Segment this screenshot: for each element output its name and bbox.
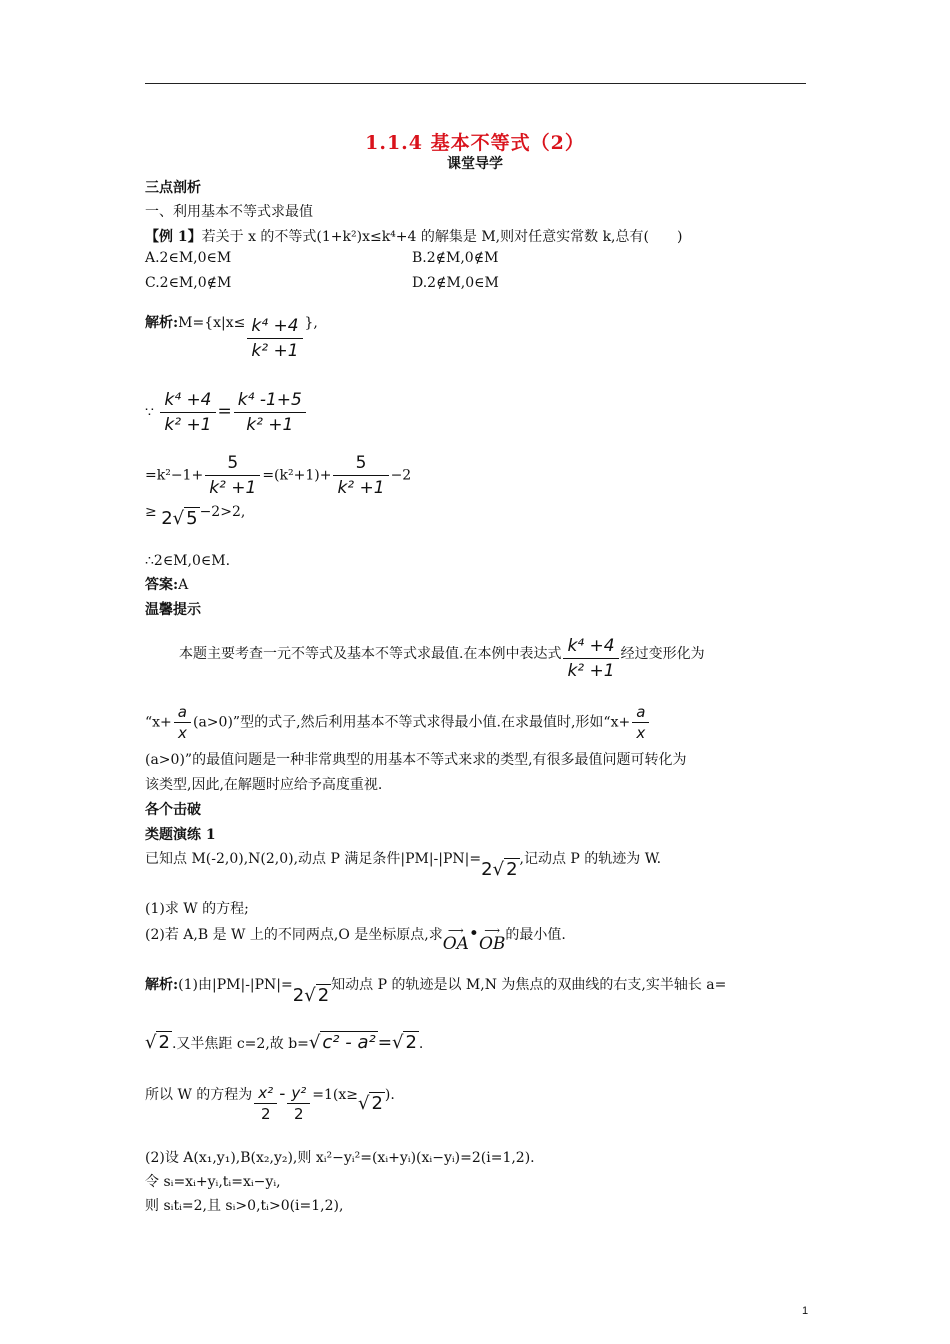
tip-paragraph-line-2: “x+ $\frac{a}{x}$ (a>0)”型的式子,然后利用基本不等式求得最小值.在求最值时,形如“x+ $\frac{a}{x}$ bbox=[145, 702, 651, 743]
solution-line-3: =k²−1+ $\frac{5}{\text{k² +1}}$ =(k²+1)+ $\frac{5}{\text{k² +1}}$ −2 bbox=[145, 453, 412, 498]
therefore-line: ∴2∈M,0∈M. bbox=[145, 553, 231, 569]
solution-line-1 bbox=[145, 314, 318, 363]
options-row-1 bbox=[145, 249, 806, 267]
fraction: $\frac{5}{\text{k² +1}}$ bbox=[333, 451, 388, 500]
sqrt-expression: √ 2 bbox=[391, 1032, 417, 1053]
fraction: $\frac{\text{k⁴ +4}}{\text{k² +1}}$ bbox=[247, 314, 302, 363]
example-text: 若关于 x 的不等式(1+k²)x≤k⁴+4 的解集是 M,则对任意实常数 k,总有( ) bbox=[201, 229, 683, 245]
solution2-line-1: 解析:(1)由|PM|-|PN|=2√ 2 知动点 P 的轨迹是以 M,N 为焦点的双曲线的右支,实半轴长 a= bbox=[145, 977, 727, 1006]
practice-heading: 类题演练 1 bbox=[145, 827, 216, 843]
answer-label: 答案: bbox=[145, 577, 179, 593]
fraction: $\frac{a}{x}$ bbox=[174, 702, 191, 743]
fraction: $\frac{\text{x²}}{2}$ bbox=[254, 1083, 277, 1124]
vector-oa: ⟶ OA bbox=[442, 924, 469, 954]
sqrt-expression: √ 2 bbox=[357, 1093, 383, 1114]
answer-line bbox=[145, 576, 188, 594]
set-prefix: M={x|x≤ bbox=[178, 315, 246, 331]
page-subtitle: 课堂导学 bbox=[447, 156, 503, 172]
example-label: 【例 1】 bbox=[145, 229, 202, 245]
fraction: $\frac{5}{\text{k² +1}}$ bbox=[205, 451, 260, 500]
tip-paragraph-line-4: 该类型,因此,在解题时应给予高度重视. bbox=[145, 777, 383, 793]
practice-question: 已知点 M(-2,0),N(2,0),动点 P 满足条件|PM|-|PN|=2√ 2 ,记动点 P 的轨迹为 W. bbox=[145, 851, 662, 880]
answer-value: A bbox=[178, 577, 189, 593]
solution2-line-5: 令 sᵢ=xᵢ+yᵢ,tᵢ=xᵢ−yᵢ, bbox=[145, 1174, 281, 1190]
section2-heading: 各个击破 bbox=[145, 802, 201, 818]
option-a: A.2∈M,0∈M bbox=[145, 250, 232, 266]
sqrt-expression: 2√ 5 bbox=[161, 508, 198, 529]
solution2-label: 解析: bbox=[145, 977, 179, 993]
set-suffix: }, bbox=[304, 315, 318, 331]
example-question bbox=[145, 228, 682, 246]
solution2-line-3: 所以 W 的方程为 $\frac{\text{x²}}{2}$ - $\frac{\text{y²}}{2}$ =1(x≥√ 2 ). bbox=[145, 1084, 395, 1123]
sqrt-expression: √ 2 bbox=[145, 1032, 170, 1053]
question-part-1: (1)求 W 的方程; bbox=[145, 901, 249, 917]
page-title: 1.1.4 基本不等式（2） bbox=[365, 132, 585, 154]
section-subheading: 一、利用基本不等式求最值 bbox=[145, 204, 313, 220]
solution2-line-6: 则 sᵢtᵢ=2,且 sᵢ>0,tᵢ>0(i=1,2), bbox=[145, 1198, 344, 1214]
sqrt-expression: √ c² - a² bbox=[308, 1032, 376, 1053]
tip-heading: 温馨提示 bbox=[145, 602, 201, 618]
fraction: $\frac{\text{y²}}{2}$ bbox=[287, 1083, 310, 1124]
section-heading: 三点剖析 bbox=[145, 180, 201, 196]
sqrt-expression: 2√ 2 bbox=[481, 859, 518, 880]
tip-paragraph-line-3: (a>0)”的最值问题是一种非常典型的用基本不等式来求的类型,有很多最值问题可转化为 bbox=[145, 752, 687, 768]
header-rule bbox=[145, 83, 806, 84]
because-symbol: ∵ bbox=[145, 404, 154, 421]
page-number: 1 bbox=[802, 1305, 809, 1317]
sqrt-expression: 2√ 2 bbox=[292, 985, 330, 1006]
tip-paragraph-line-1: 本题主要考查一元不等式及基本不等式求最值.在本例中表达式 $\frac{\text{k⁴ +4}}{\text{k² +1}}$ 经过变形化为 bbox=[179, 636, 705, 681]
vector-ob: ⟶ OB bbox=[478, 924, 506, 954]
fraction: $\frac{a}{x}$ bbox=[632, 702, 649, 743]
solution-line-2: ∵ $\frac{\text{k⁴ +4}}{\text{k² +1}}$ = $\frac{\text{k⁴ -1+5}}{\text{k² +1}}$ bbox=[145, 388, 308, 437]
options-row-2 bbox=[145, 274, 806, 292]
solution-label: 解析: bbox=[145, 315, 179, 331]
fraction: $\frac{\text{k⁴ +4}}{\text{k² +1}}$ bbox=[563, 634, 618, 683]
option-c: C.2∈M,0∉M bbox=[145, 275, 232, 291]
option-b: B.2∉M,0∉M bbox=[412, 250, 499, 266]
solution2-line-2: √ 2 .又半焦距 c=2,故 b=√ c² - a² =√ 2 . bbox=[145, 1032, 424, 1053]
fraction: $\frac{\text{k⁴ +4}}{\text{k² +1}}$ bbox=[160, 388, 215, 437]
fraction: $\frac{\text{k⁴ -1+5}}{\text{k² +1}}$ bbox=[234, 388, 306, 437]
solution-line-4: ≥ 2√ 5 −2>2, bbox=[145, 504, 246, 529]
solution2-line-4: (2)设 A(x₁,y₁),B(x₂,y₂),则 xᵢ²−yᵢ²=(xᵢ+yᵢ)(xᵢ−yᵢ)=2(i=1,2). bbox=[145, 1150, 535, 1166]
question-part-2: (2)若 A,B 是 W 上的不同两点,O 是坐标原点,求 ⟶ OA• ⟶ OB的最小值. bbox=[145, 924, 566, 954]
option-d: D.2∉M,0∈M bbox=[412, 275, 499, 291]
